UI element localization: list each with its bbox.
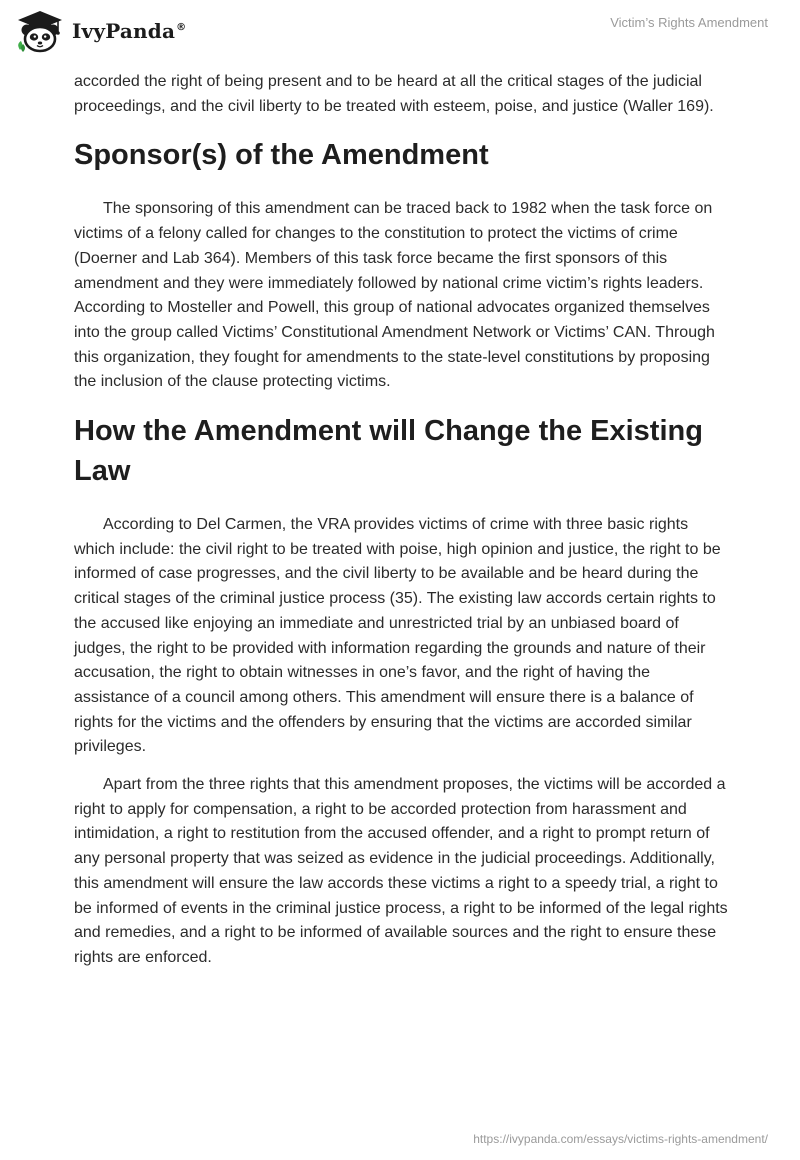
page-header (0, 0, 800, 70)
document-title: Victim’s Rights Amendment (610, 15, 768, 30)
source-url-link[interactable]: https://ivypanda.com/essays/victims-rights-amendment/ (473, 1132, 768, 1146)
body-paragraph: Apart from the three rights that this amendment proposes, the victims will be accorded a right to apply for compensation, a right to be accorded protection from harassment and intimidation, a right to restitution from the accused offender, and a right to prompt return of any personal property that was seized as evidence in the judicial proceedings. Additionally, this amendment will ensure the law accords these victims a right to a speedy trial, a right to be informed of events in the criminal justice process, a right to be informed of the legal rights and remedies, and a right to be informed of available sources and the right to ensure these rights are enforced. (74, 776, 728, 966)
article-body (74, 70, 730, 984)
panda-graduate-icon (14, 8, 66, 54)
section-heading-sponsors: Sponsor(s) of the Amendment (74, 139, 489, 172)
body-paragraph: According to Del Carmen, the VRA provides victims of crime with three basic rights which include: the civil right to be treated with poise, high opinion and justice, the right to be informed of case progresses, and the civil liberty to be available and be heard during the critical stages of the criminal justice process (35). The existing law accords certain rights to the accused like enjoying an immediate and unrestricted trial by an unbiased board of judges, the right to be provided with information regarding the grounds and nature of their accusation, the right to obtain witnesses in one’s favor, and the right of having the assistance of a council among others. This amendment will ensure there is a balance of rights for the victims and the offenders by ensuring that the victims are accorded similar privileges. (74, 516, 721, 756)
section-heading-change-law: How the Amendment will Change the Existing Law (74, 415, 703, 488)
intro-paragraph: accorded the right of being present and to be heard at all the critical stages of the judicial proceedings, and the civil liberty to be treated with esteem, poise, and justice (Waller 169). (74, 73, 714, 115)
body-paragraph: The sponsoring of this amendment can be traced back to 1982 when the task force on victims of a felony called for changes to the constitution to protect the victims of crime (Doerner and Lab 364). Members of this task force became the first sponsors of this amendment and they were immediately followed by national crime victim’s rights leaders. According to Mosteller and Powell, this group of national advocates organized themselves into the group called Victims’ Constitutional Amendment Network or Victims’ CAN. Through this organization, they fought for amendments to the state-level constitutions by proposing the inclusion of the clause protecting victims. (74, 200, 715, 391)
ivypanda-logo[interactable] (14, 8, 186, 54)
registered-mark: ® (176, 22, 187, 34)
logo-text: IvyPanda® (72, 19, 187, 43)
